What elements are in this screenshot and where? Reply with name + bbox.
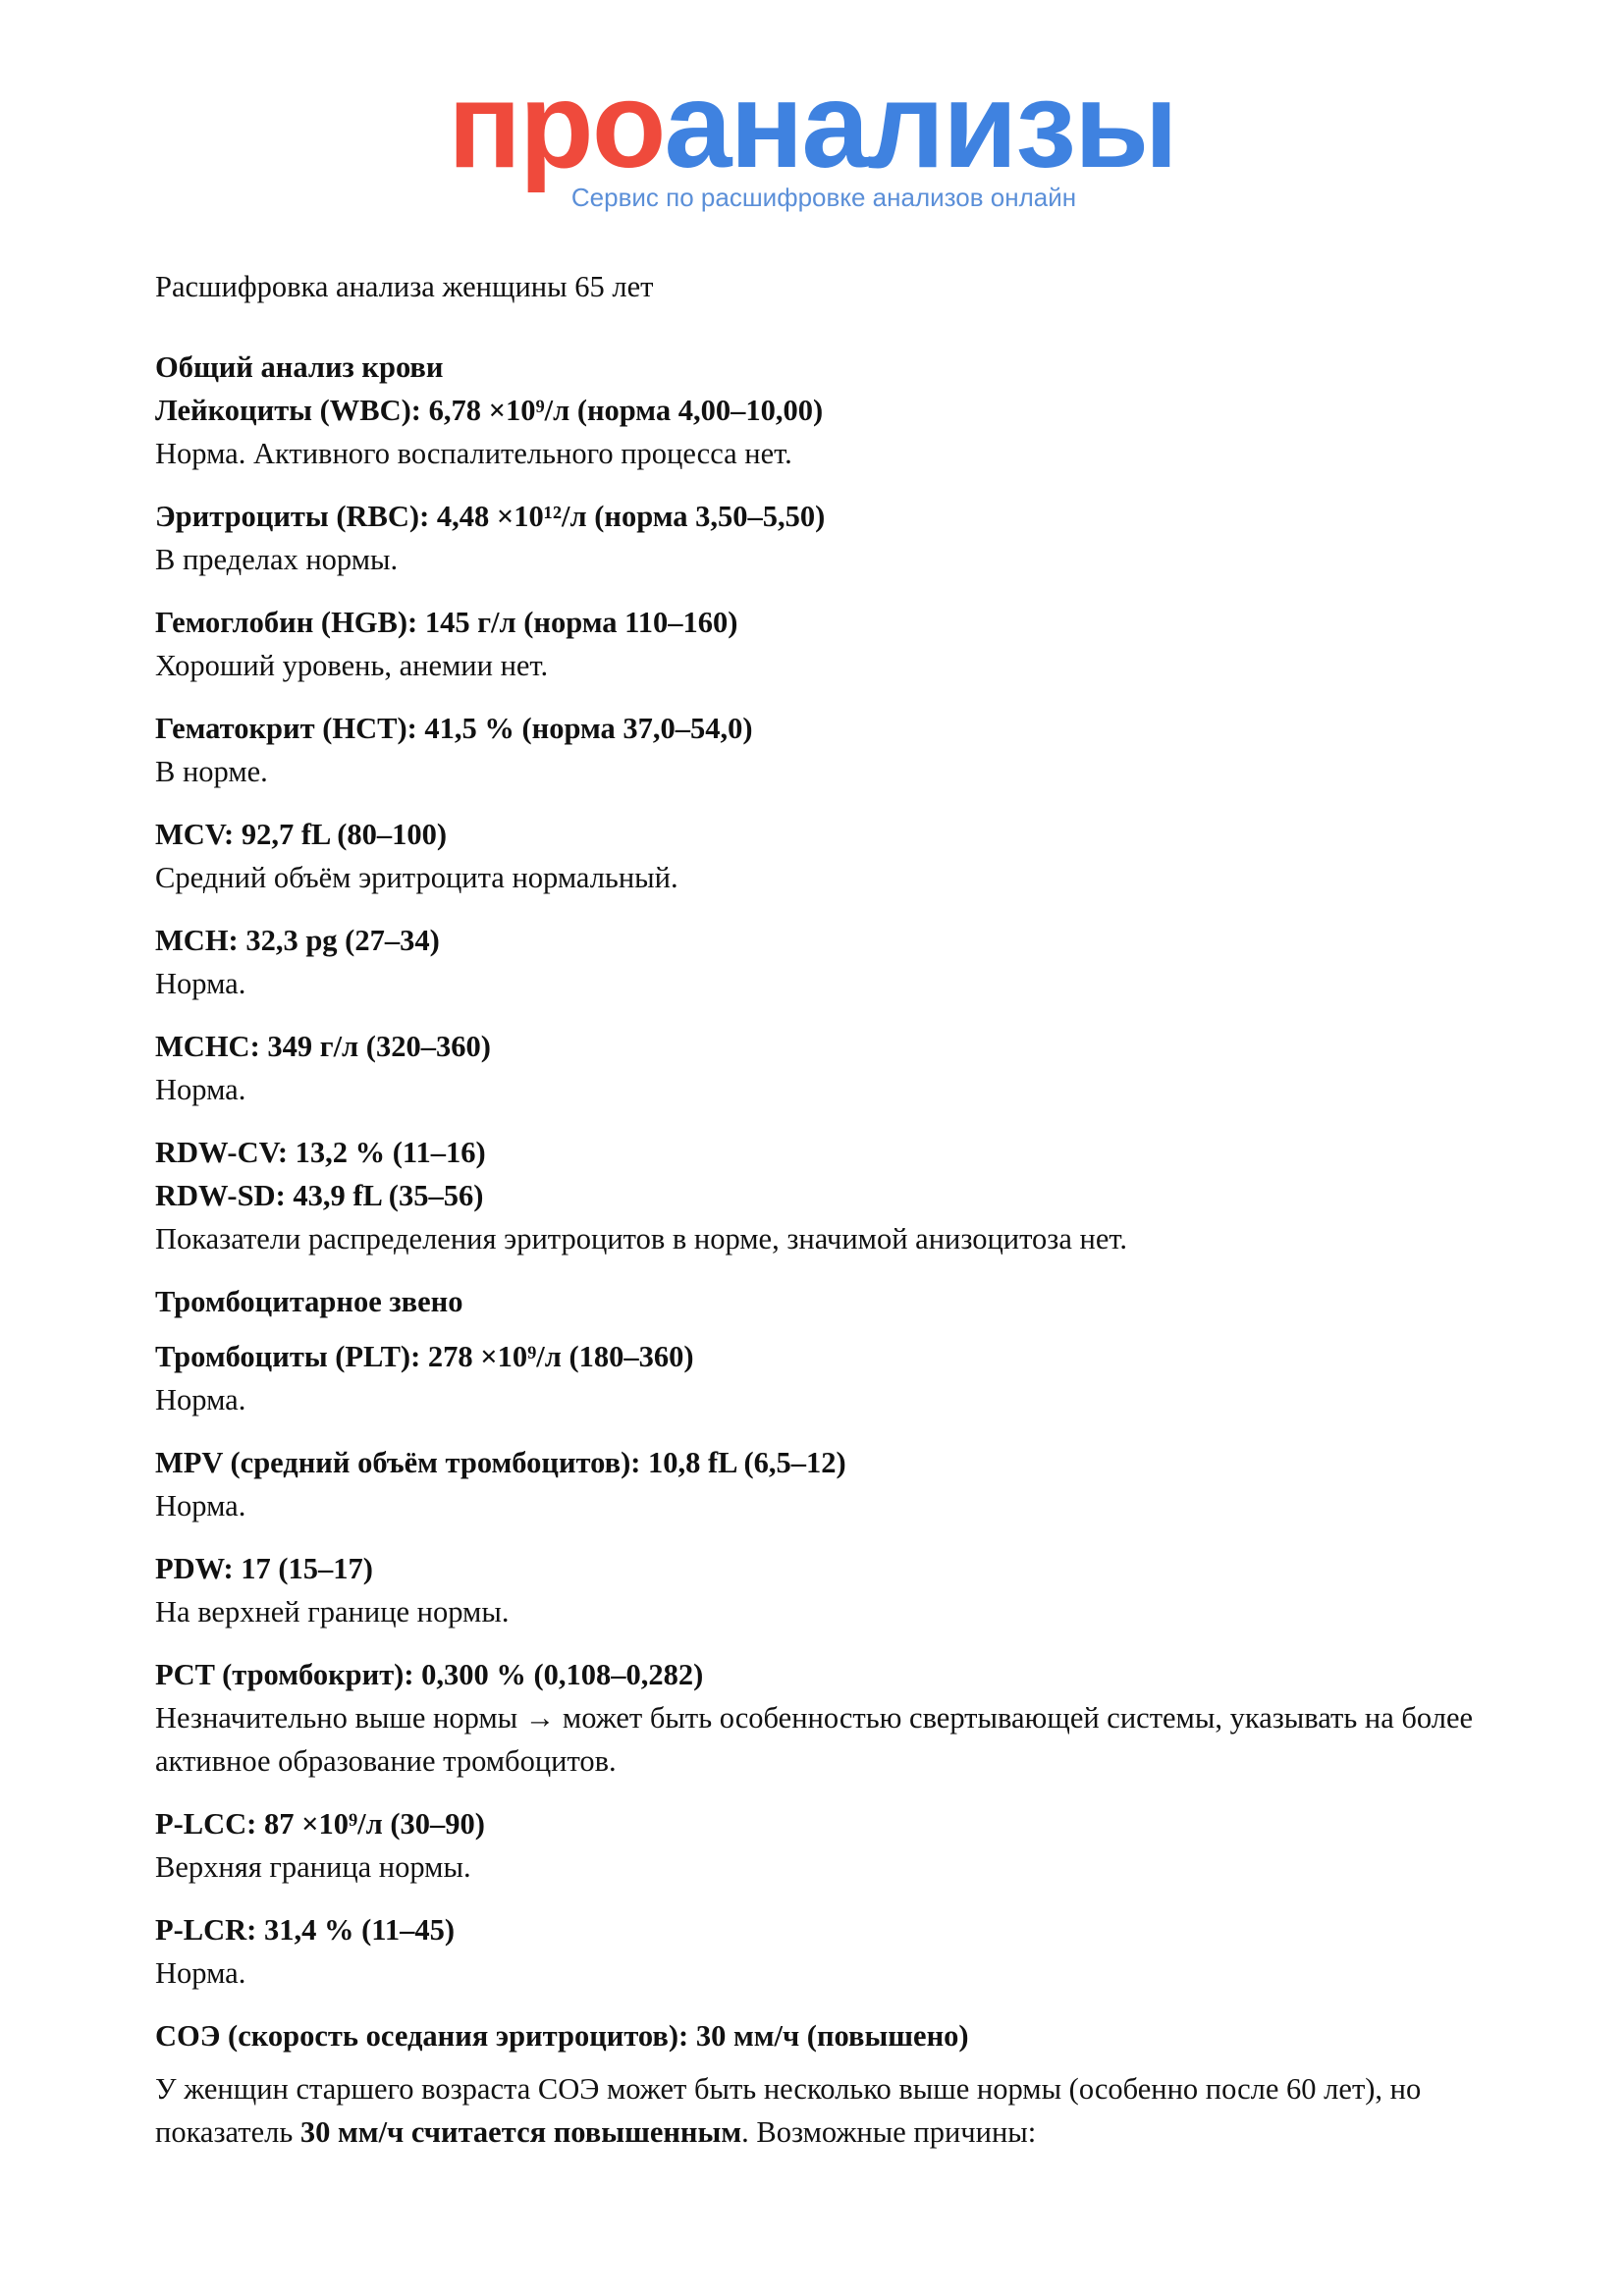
result-entry [155,813,1490,899]
result-entry [155,601,1490,687]
result-title: P-LCR: 31,4 % (11–45) [155,1913,455,1947]
report-body [155,265,1490,2154]
result-title: Эритроциты (RBC): 4,48 ×10¹²/л (норма 3,50–5,50) [155,500,826,533]
result-entry [155,1335,1490,1421]
report-intro: Расшифровка анализа женщины 65 лет [155,270,654,303]
result-entry [155,1908,1490,1995]
result-entry [155,1131,1490,1260]
result-entry [155,1653,1490,1783]
result-comment: В норме. [155,755,268,788]
result-entry [155,1802,1490,1889]
result-title: Гемоглобин (HGB): 145 г/л (норма 110–160) [155,606,738,639]
section-title-platelets: Тромбоцитарное звено [155,1285,463,1318]
esr-text-start: У женщин старшего возраста СОЭ может быть несколько выше нормы (особенно после 60 лет), но показатель [155,2072,1422,2149]
esr-title: СОЭ (скорость оседания эритроцитов): 30 мм/ч (повышено) [155,2019,969,2053]
result-title: MCHC: 349 г/л (320–360) [155,1030,491,1063]
esr-text-bold: 30 мм/ч считается повышенным [299,2115,742,2149]
result-title: Лейкоциты (WBC): 6,78 ×10⁹/л (норма 4,00–10,00) [155,394,824,427]
result-comment: Норма. [155,967,246,1000]
result-comment: Норма. [155,1956,246,1990]
esr-comment [155,2067,1490,2154]
result-title-secondary: RDW-SD: 43,9 fL (35–56) [155,1179,484,1212]
result-title: PCT (тромбокрит): 0,300 % (0,108–0,282) [155,1658,704,1691]
result-comment: На верхней границе нормы. [155,1595,510,1629]
logo-wordmark [448,57,1176,194]
result-title: RDW-CV: 13,2 % (11–16) [155,1136,486,1169]
result-comment: В пределах нормы. [155,543,399,576]
result-entry [155,1441,1490,1527]
result-entry [155,495,1490,581]
result-comment: Незначительно выше нормы → может быть особенностью свертывающей системы, указывать на более активное образование тромбоцитов. [155,1701,1474,1778]
result-comment: Норма. [155,1073,246,1106]
result-comment: Верхняя граница нормы. [155,1850,471,1884]
result-entry [155,1025,1490,1111]
result-title: P-LCC: 87 ×10⁹/л (30–90) [155,1807,485,1841]
result-comment: Норма. [155,1489,246,1522]
result-title: MPV (средний объём тромбоцитов): 10,8 fL (6,5–12) [155,1446,846,1479]
result-title: PDW: 17 (15–17) [155,1552,373,1585]
result-title: MCH: 32,3 pg (27–34) [155,924,440,957]
result-comment: Хороший уровень, анемии нет. [155,649,549,682]
result-entry [155,1547,1490,1633]
result-comment: Показатели распределения эритроцитов в норме, значимой анизоцитоза нет. [155,1222,1128,1255]
logo-part-pro: про [448,58,665,193]
result-entry [155,389,1490,475]
logo-part-analizy: анализы [664,58,1176,193]
result-entry [155,919,1490,1005]
section-title-cbc: Общий анализ крови [155,350,444,384]
esr-text-end: . Возможные причины: [741,2115,1037,2149]
result-title: Тромбоциты (PLT): 278 ×10⁹/л (180–360) [155,1340,694,1373]
result-comment: Норма. Активного воспалительного процесса нет. [155,437,792,470]
result-entry [155,707,1490,793]
logo-tagline: Сервис по расшифровке анализов онлайн [570,183,1077,212]
result-comment: Средний объём эритроцита нормальный. [155,861,678,894]
result-title: Гематокрит (HCT): 41,5 % (норма 37,0–54,0) [155,712,753,745]
result-comment: Норма. [155,1383,246,1416]
logo [0,57,1624,194]
result-title: MCV: 92,7 fL (80–100) [155,818,448,851]
